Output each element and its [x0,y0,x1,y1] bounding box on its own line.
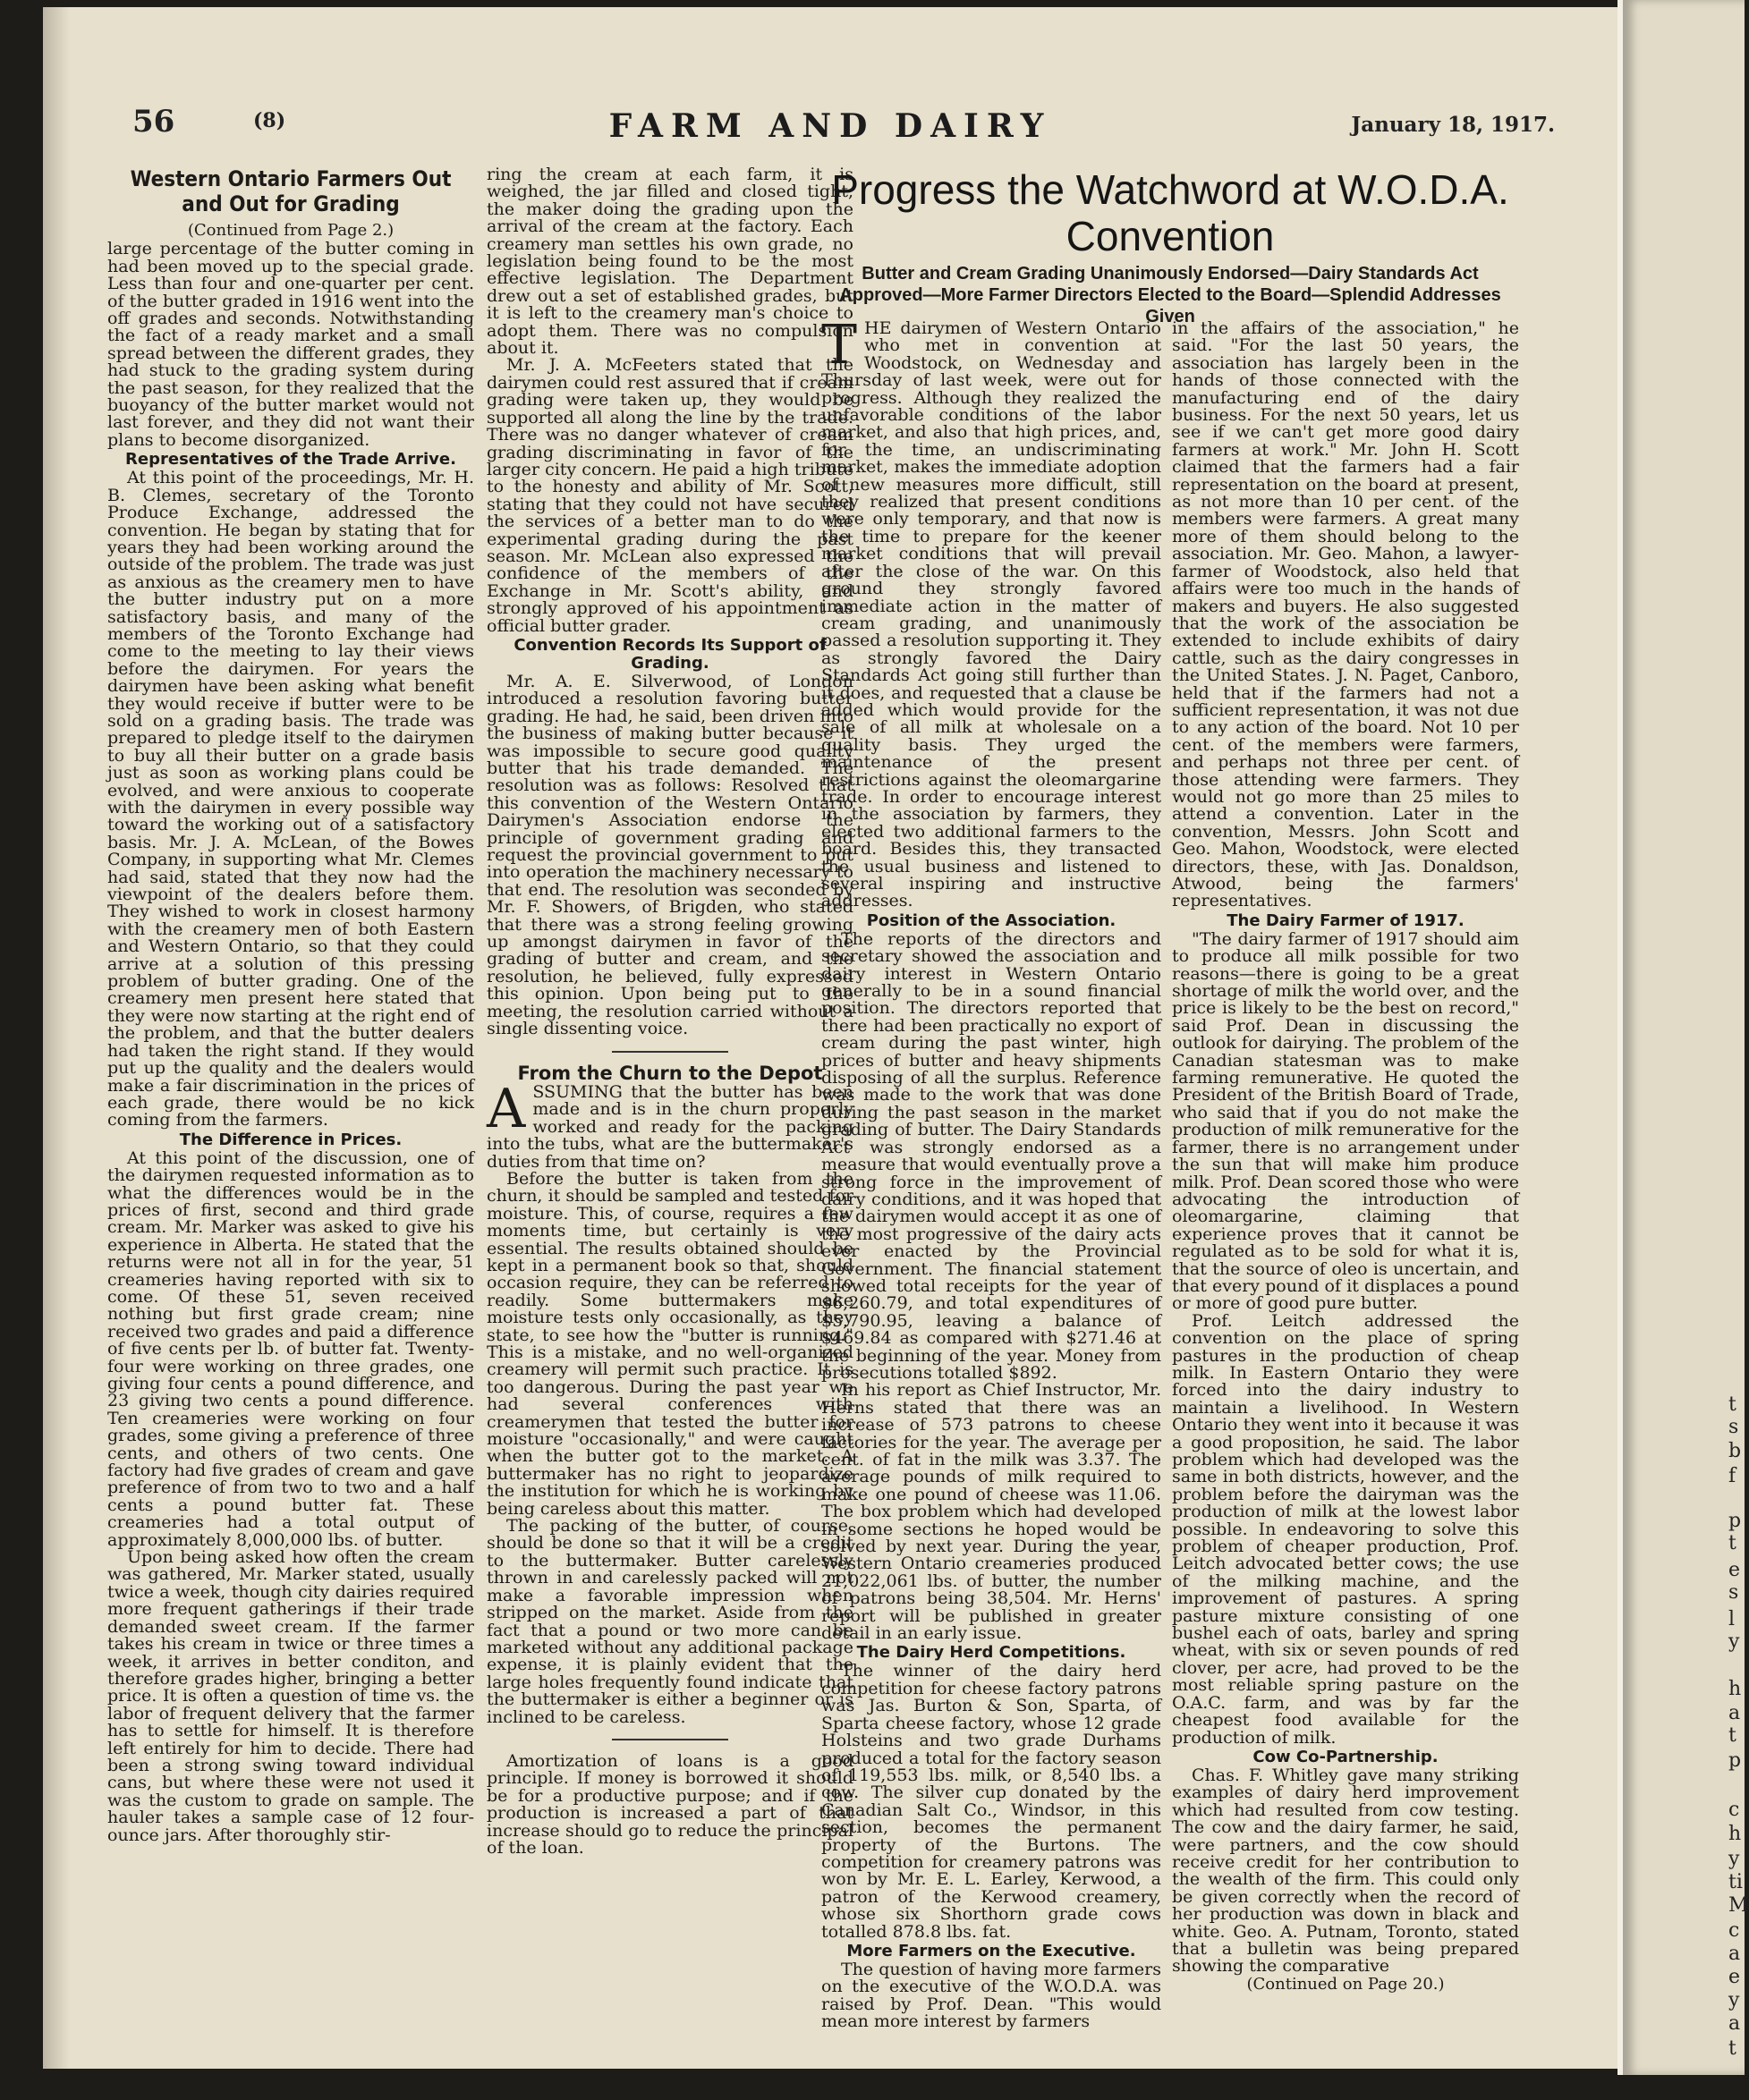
adjacent-page-letter: c [1728,1919,1740,1942]
paragraph: At this point of the proceedings, Mr. H. B. Clemes, secretary of the Toronto Produce Exchange, addressed the convention. He began by stating that for years they had been working around the outside of the problem. The trade was just as anxious as the creamery men to have the butter industry put on a more satisfactory basis, and many of the members of the Toronto Exchange had come to the meeting to lay their views before the dairymen. For years the dairymen have been asking what benefit they would receive if butter were to be sold on a grading basis. The trade was prepared to pledge itself to the dairymen to buy all their butter on a grade basis just as soon as working plans could be evolved, and were anxious to cooperate with the dairymen in every possible way toward the working out of a satisfactory basis. Mr. J. A. McLean, of the Bowes Company, in supporting what Mr. Clemes had said, stated that they now had the viewpoint of the dealers before them. They wished to work in closest harmony with the creamery men of both Eastern and Western Ontario, so that they could arrive at a solution of this pressing problem of butter grading. One of the creamery men present here stated that they were now starting at the right end of the problem, and that the butter dealers had taken the right stand. If they would put up the quality and the dealers would make a fair discrimination in the prices of each grade, there would be no kick coming from the farmers. [107,468,474,1130]
adjacent-page-letter: s [1728,1416,1739,1438]
adjacent-page-edge [1617,0,1749,2075]
subheading: The Dairy Farmer of 1917. [1227,910,1465,930]
paragraph: The question of having more farmers on the executive of the W.O.D.A. was raised by Prof. Dean. "This would mean more interest by farmers [821,1959,1161,2032]
paragraph: Amortization of loans is a good principle. If money is borrowed it should be for a productive purpose; and if the production is increased a part of that increase should go to reduce the principal of the loan. [487,1750,853,1858]
subheading: More Farmers on the Executive. [846,1941,1136,1960]
page-gutter-shadow [43,7,70,2069]
page-number: 56 [132,104,175,140]
paragraph: In his report as Chief Instructor, Mr. Herns stated that there was an increase of 573 patrons to cheese factories for the year. The average per cent. of fat in the milk was 3.37. The average pounds of milk required to make one pound of cheese was 11.06. The box problem which had developed in some sections he hoped would be solved by next year. During the year, Western Ontario creameries produced 21,022,061 lbs. of butter, the number of patrons being 38,504. Mr. Herns' report will be published in greater detail in an early issue. [821,1380,1161,1644]
lead-headline-block [821,166,1519,326]
adjacent-page-letter: p [1728,1749,1742,1772]
adjacent-page-letter: h [1728,1823,1742,1845]
masthead: FARM AND DAIRY [608,107,1052,145]
adjacent-page-letter: a [1728,1702,1741,1724]
column-rule [612,1051,728,1053]
column-rule [612,1739,728,1740]
column-4 [1172,320,1519,2100]
adjacent-page-letter: t [1728,1393,1736,1416]
adjacent-page-letter: l [1728,1608,1736,1630]
subheading: Position of the Association. [866,910,1116,930]
adjacent-page-letter: h [1728,1678,1742,1700]
continued-on-note: (Continued on Page 20.) [1246,1974,1445,1994]
subheading: Cow Co-Partnership. [1252,1747,1439,1766]
subheading: The Dairy Herd Competitions. [856,1643,1126,1663]
adjacent-page-letter: c [1728,1799,1740,1821]
subheading: The Difference in Prices. [179,1130,403,1149]
paragraph: Chas. F. Whitley gave many striking examples of dairy herd improvement which had resulted from cow testing. The cow and the dairy farmer, he said, were partners, and the cow should receive credit for her contribution to the wealth of the firm. This could only be given correctly when the record of her production was down in black and white. Geo. A. Putnam, Toronto, stated that a bulletin was being prepared showing the comparative [1172,1765,1519,1977]
adjacent-page-letter: s [1728,1581,1739,1604]
paragraph: Mr. A. E. Silverwood, of London introduced a resolution favoring butter grading. He had, he said, been driven into the business of making butter because it was impossible to secure good quality butter that his trade demanded. The resolution was as follows: Resolved that this convention of the Western Ontario Dairymen's Association endorse the principle of government grading and request the provincial government to put into operation the machinery necessary to that end. The resolution was seconded by Mr. F. Showers, of Brigden, who stated that there was a strong feeling growing up amongst dairymen in favor of the grading of butter and cream, and the resolution, he believed, fully expressed this opinion. Upon being put to the meeting, the resolution carried without a single dissenting voice. [487,671,853,1039]
adjacent-page-letter: y [1728,1630,1740,1653]
adjacent-page-letter: f [1728,1465,1736,1487]
article-title-churn: From the Churn to the Depot [517,1062,823,1084]
paragraph: At this point of the discussion, one of the dairymen requested information as to what the differences would be in the prices of first, second and third grade cream. Mr. Marker was asked to give his experience in Alberta. He stated that the returns were not all in for the year, 51 creameries having reported with six to come. Of these 51, seven received nothing but first grade cream; nine received two grades and paid a difference of five cents per lb. of butter fat. Twenty-four were working on three grades, one giving four cents a pound difference, and 23 giving two cents a pound difference. Ten creameries were working on four grades, some giving a preference of three cents, and others of two cents. One factory had five grades of cream and gave preference of from two to two and a half cents a pound butter fat. These creameries had a total output of approximately 8,000,000 lbs. of butter. [107,1147,474,1550]
paragraph: Mr. J. A. McFeeters stated that the dairymen could rest assured that if cream grading were taken up, they would be supported all along the line by the trade. There was no danger whatever of cream grading discriminating in favor of the larger city concern. He paid a high tribute to the honesty and ability of Mr. Scott, stating that they could not have secured the services of a better man to do the experimental grading during the past season. Mr. McLean also expressed the confidence of the members of the Exchange in Mr. Scott's ability, and strongly approved of his appointment as official butter grader. [487,355,853,636]
paragraph: ASSUMING that the butter has been made and is in the churn properly worked and ready for the packing into the tubs, what are the buttermaker's duties from that time on? [487,1077,853,1172]
lead-article-deck: Butter and Cream Grading Unanimously Endorsed—Dairy Standards Act Approved—More Farmer Directors Elected to the Board—Splendid Addresses Given [839,264,1501,326]
adjacent-page-letter: y [1728,1989,1740,2011]
paragraph: The packing of the butter, of course, should be done so that it will be a credit to the buttermaker. Butter carelessly thrown in and carelessly packed will not make a favorable impression when stripped on the market. Aside from the fact that a pound or two more can be marketed without any additional package expense, it is plainly evident that the large holes frequently found indicate that the buttermaker is either a beginner or is inclined to be careless. [487,1516,853,1727]
column-1 [107,166,474,2027]
paragraph: Before the butter is taken from the churn, it should be sampled and tested for moisture. This, of course, requires a few moments time, but certainly is very essential. The results obtained should be kept in a permanent book so that, should occasion require, they can be referred to readily. Some buttermakers make moisture tests only occasionally, as they state, to see how the "butter is running." This is a mistake, and no well-organized creamery will permit such practice. It is too dangerous. During the past year we had several conferences with creamerymen that tested the butter for moisture "occasionally," and were caught when the butter got to the market. A buttermaker has no right to jeopardize the institution for which he is working by being careless about this matter. [487,1168,853,1519]
drop-cap: T [821,314,858,377]
lead-article-title: Progress the Watchword at W.O.D.A. Convention [831,166,1509,259]
adjacent-page-letter: b [1728,1440,1742,1462]
adjacent-page-letter: e [1728,1966,1741,1988]
adjacent-page-letter: p [1728,1510,1742,1532]
paragraph: The winner of the dairy herd competition for cheese factory patrons was Jas. Burton & Son, Sparta, of Sparta cheese factory, whose 12 grade Holsteins and two grade Durhams produced a total for the factory season of 119,553 lbs. milk, or 8,540 lbs. a cow. The silver cup donated by the Canadian Salt Co., Windsor, in this section, becomes the permanent property of the Burtons. The competition for creamery patrons was won by Mr. E. L. Earley, Kerwood, a patron of the Kerwood creamery, whose six Shorthorn grade cows totalled 878.8 lbs. fat. [821,1661,1161,1942]
adjacent-page-letter: ti [1728,1871,1743,1893]
column-3 [821,314,1161,2100]
paragraph: THE dairymen of Western Ontario who met in convention at Woodstock, on Wednesday and Thursday of last week, were out for progress. Although they realized the unfavorable conditions of the labor market, and also that high prices, and, for the time, an undiscriminating market, makes the immediate adoption of new measures more difficult, still they realized that present conditions were only temporary, and that now is the time to prepare for the keener market conditions that will prevail after the close of the war. On this ground they strongly favored immediate action in the matter of cream grading, and unanimously passed a resolution supporting it. They as strongly favored the Dairy Standards Act going still further than it does, and requested that a clause be added which would provide for the sale of all milk at wholesale on a quality basis. They urged the maintenance of the present restrictions against the oleomargarine trade. In order to encourage interest in the association by farmers, they elected two additional farmers to the board. Besides this, they transacted the usual business and listened to several inspiring and instructive addresses. [821,314,1161,911]
column-2 [487,166,853,2027]
article-title-grading: Western Ontario Farmers Out and Out for Grading [130,166,452,216]
section-number: (8) [253,109,286,132]
subheading: Representatives of the Trade Arrive. [125,450,456,470]
adjacent-page-letter: t [1728,2037,1736,2060]
adjacent-page-letter: t [1728,1532,1736,1554]
adjacent-page-letter: y [1728,1848,1740,1870]
continued-from-note: (Continued from Page 2.) [187,221,395,240]
page-header [43,104,1617,148]
drop-cap: A [487,1077,526,1140]
issue-date: January 18, 1917. [1351,113,1555,137]
paragraph: "The dairy farmer of 1917 should aim to produce all milk possible for two reasons—there is going to be a great shortage of milk the world over, and the price is likely to be the best on record," said Prof. Dean in discussing the outlook for dairying. The problem of the Canadian statesman was to make farming remunerative. He quoted the President of the British Board of Trade, who said that if you do not make the production of milk remunerative for the farmer, there is no arrangement under the sun that will make him produce milk. Prof. Dean scored those who were advocating the introduction of oleomargarine, claiming that experience proves that it cannot be regulated as to be sold for what it is, that the source of oleo is uncertain, and that every pound of it displaces a pound or more of good pure butter. [1172,928,1519,1314]
adjacent-page-letter: a [1728,2012,1741,2035]
paragraph: large percentage of the butter coming in had been moved up to the special grade. Less than four and one-quarter per cent. of the butter graded in 1916 went into the off grades and seconds. Notwithstanding the fact of a ready market and a small spread between the different grades, they had stuck to the grading system during the past season, for they realized that the buoyancy of the butter market would not last forever, and they did not want their plans to become disorganized. [107,239,474,450]
adjacent-page-letter: a [1728,1943,1741,1965]
paragraph: ring the cream at each farm, it is weighed, the jar filled and closed tight, the maker doing the grading upon the arrival of the cream at the factory. Each creamery man settles his own grade, no legislation being found to be the most effective legislation. The Department drew out a set of established grades, but it is left to the creamery man's choice to adopt them. There was no compulsion about it. [487,165,853,359]
adjacent-page-letter: e [1728,1559,1741,1581]
paragraph: in the affairs of the association," he said. "For the last 50 years, the association has largely been in the hands of those connected with the manufacturing end of the dairy business. For the next 50 years, let us see if we can't get more good dairy farmers at work." Mr. John H. Scott claimed that the farmers had a fair representation on the board at present, as not more than 10 per cent. of the members were farmers. A great many more of them should belong to the association. Mr. Geo. Mahon, a lawyer-farmer of Woodstock, also held that affairs were too much in the hands of makers and buyers. He also suggested that the work of the association be extended to include exhibits of dairy cattle, such as the dairy congresses in the United States. J. N. Paget, Canboro, held that if the farmers had not a sufficient representation, it was not due to any action of the board. Not 10 per cent. of the members were farmers, and perhaps not three per cent. of those attending were farmers. They would not go more than 25 miles to attend a convention. Later in the convention, Messrs. John Scott and Geo. Mahon, Woodstock, were elected directors, these, with Jas. Donaldson, Atwood, being the farmers' representatives. [1172,318,1519,911]
paragraph: The reports of the directors and secretary showed the association and dairy interest in Western Ontario generally to be in a sound financial position. The directors reported that there had been practically no export of cream during the past winter, high prices of butter and heavy shipments disposing of all the surplus. Reference was made to the work that was done during the past season in the market grading of butter. The Dairy Standards Act was strongly endorsed as a measure that would eventually prove a strong force in the improvement of dairy conditions, and it was hoped that the dairymen would accept it as one of the most progressive of the dairy acts ever enacted by the Provincial Government. The financial statement showed total receipts for the year of $6,260.79, and total expenditures of $5,790.95, leaving a balance of $469.84 as compared with $271.46 at the beginning of the year. Money from prosecutions totalled $892. [821,928,1161,1383]
paragraph: Prof. Leitch addressed the convention on the place of spring pastures in the production of cheap milk. In Eastern Ontario they were forced into the dairy industry to maintain a livelihood. In Western Ontario they went into it because it was a good proposition, he said. The labor problem which had developed was the same in both districts, however, and the problem before the dairyman was the production of milk at the lowest labor possible. In endeavoring to solve this problem of cheaper production, Prof. Leitch advocated better cows; the use of the milking machine, and the improvement of pastures. A spring pasture mixture consisting of one bushel each of oats, barley and spring wheat, with six or seven pounds of red clover, per acre, had proved to be the most reliable spring pasture on the O.A.C. farm, and was by far the cheapest food available for the production of milk. [1172,1310,1519,1748]
paragraph: Upon being asked how often the cream was gathered, Mr. Marker stated, usually twice a week, though city dairies required more frequent gatherings if their trade demanded sweet cream. If the farmer takes his cream in twice or three times a week, it arrives in better conditon, and therefore grades higher, bringing a better price. It is often a question of time vs. the labor of frequent delivery that the farmer has to settle for himself. It is therefore left entirely for him to decide. There had been a strong swing toward individual cans, but where these were not used it was the custom to grade on sample. The hauler takes a sample case of 12 four-ounce jars. After thoroughly stir- [107,1547,474,1845]
subheading: Convention Records Its Support of Grading. [514,635,827,673]
adjacent-page-letter: t [1728,1724,1736,1747]
newspaper-page [43,7,1617,2069]
adjacent-page-letter: M [1728,1894,1749,1917]
